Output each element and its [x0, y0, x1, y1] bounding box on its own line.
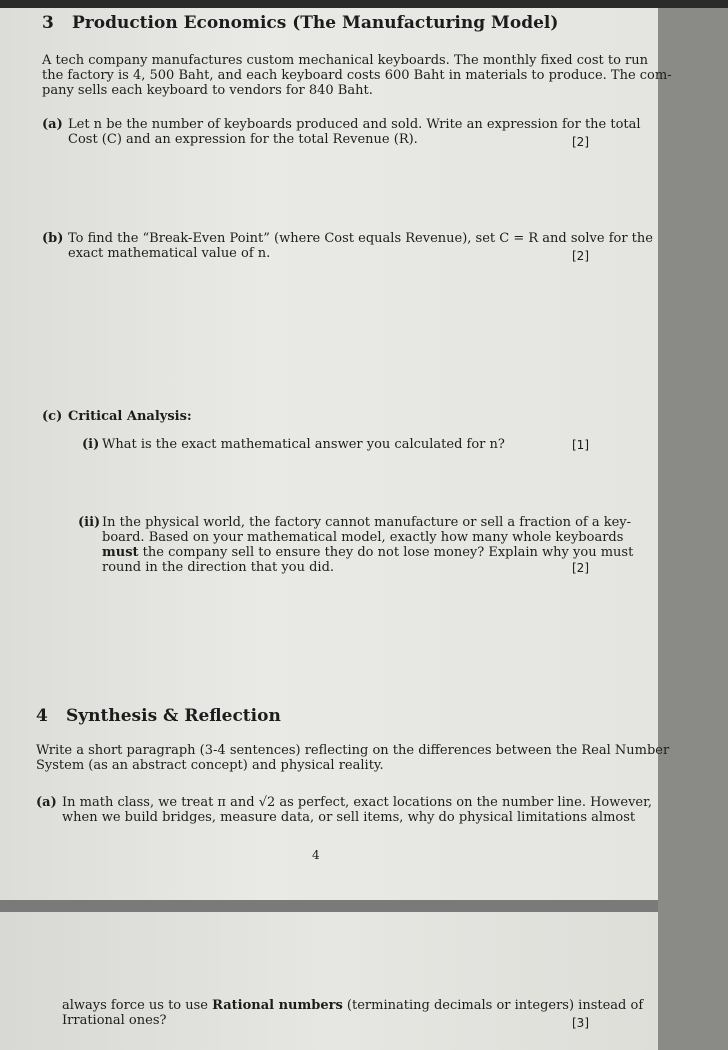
question-4a-line3	[62, 998, 643, 1013]
question-3b-label: (b)	[42, 231, 64, 246]
question-3b-line: exact mathematical value of n.	[68, 246, 271, 261]
question-3c-i-label: (i)	[82, 437, 100, 452]
question-3a	[42, 117, 641, 147]
question-3c-ii-line3	[78, 545, 633, 560]
question-3c-i-text: What is the exact mathematical answer you calculated for n?	[102, 437, 505, 452]
question-3c-ii	[78, 515, 633, 575]
question-3-intro-line: A tech company manufactures custom mechanical keyboards. The monthly fixed cost to run	[42, 53, 649, 68]
question-4-number: 4	[36, 706, 48, 726]
question-3-intro-line: pany sells each keyboard to vendors for 840 Baht.	[42, 83, 373, 98]
question-3-intro	[42, 53, 672, 98]
question-3b	[42, 231, 653, 261]
question-3c-ii-line: In the physical world, the factory cannot manufacture or sell a fraction of a key-	[102, 515, 632, 530]
question-4a-line: Irrational ones?	[62, 1013, 167, 1028]
emphasis-must: must	[102, 545, 139, 560]
question-3c-ii-line: the company sell to ensure they do not lose money? Explain why you must	[138, 545, 634, 560]
question-3b-marks: [2]	[572, 249, 589, 263]
page-gap	[0, 900, 728, 912]
question-3a-line: Cost (C) and an expression for the total Revenue (R).	[68, 132, 418, 147]
question-3a-marks: [2]	[572, 135, 589, 149]
question-3c-i	[82, 437, 505, 452]
question-4a-line: In math class, we treat π and √2 as perfect, exact locations on the number line. However,	[62, 795, 653, 810]
question-4-intro	[36, 743, 669, 773]
question-4-title: Synthesis & Reflection	[66, 706, 281, 726]
question-3a-line: Let n be the number of keyboards produced and sold. Write an expression for the total	[68, 117, 641, 132]
question-3-title: Production Economics (The Manufacturing Model)	[72, 13, 559, 33]
question-4-intro-line: Write a short paragraph (3-4 sentences) reflecting on the differences between the Real Number	[36, 743, 670, 758]
question-3-intro-line: the factory is 4, 500 Baht, and each keyboard costs 600 Baht in materials to produce. The com-	[42, 68, 672, 83]
question-4-heading	[36, 706, 281, 726]
emphasis-rational-numbers: Rational numbers	[212, 998, 343, 1013]
background-margin	[658, 8, 728, 1050]
question-4a-marks: [3]	[572, 1016, 589, 1030]
question-3c-ii-line: round in the direction that you did.	[102, 560, 335, 575]
question-4-intro-line: System (as an abstract concept) and physical reality.	[36, 758, 384, 773]
question-4a-continued	[62, 998, 643, 1028]
question-4a	[36, 795, 652, 825]
question-3a-label: (a)	[42, 117, 63, 132]
question-4a-label: (a)	[36, 795, 57, 810]
question-3c-ii-label: (ii)	[78, 515, 101, 530]
screen-top-edge	[0, 0, 728, 8]
question-3b-line: To find the “Break-Even Point” (where Cost equals Revenue), set C = R and solve for the	[68, 231, 653, 246]
question-4a-line: (terminating decimals or integers) instead of	[342, 998, 644, 1013]
question-3c-label: (c)	[42, 409, 63, 424]
question-3c-ii-marks: [2]	[572, 561, 589, 575]
worksheet-next-page	[0, 912, 658, 1050]
question-3-number: 3	[42, 13, 54, 33]
question-3c-heading	[42, 409, 192, 424]
question-3c-title: Critical Analysis:	[68, 409, 192, 424]
page-number: 4	[312, 848, 320, 862]
question-3c-i-marks: [1]	[572, 438, 589, 452]
question-3-heading	[42, 13, 558, 33]
question-4a-line: always force us to use	[62, 998, 213, 1013]
question-3c-ii-line: board. Based on your mathematical model, exactly how many whole keyboards	[102, 530, 624, 545]
question-4a-line: when we build bridges, measure data, or sell items, why do physical limitations almost	[62, 810, 636, 825]
